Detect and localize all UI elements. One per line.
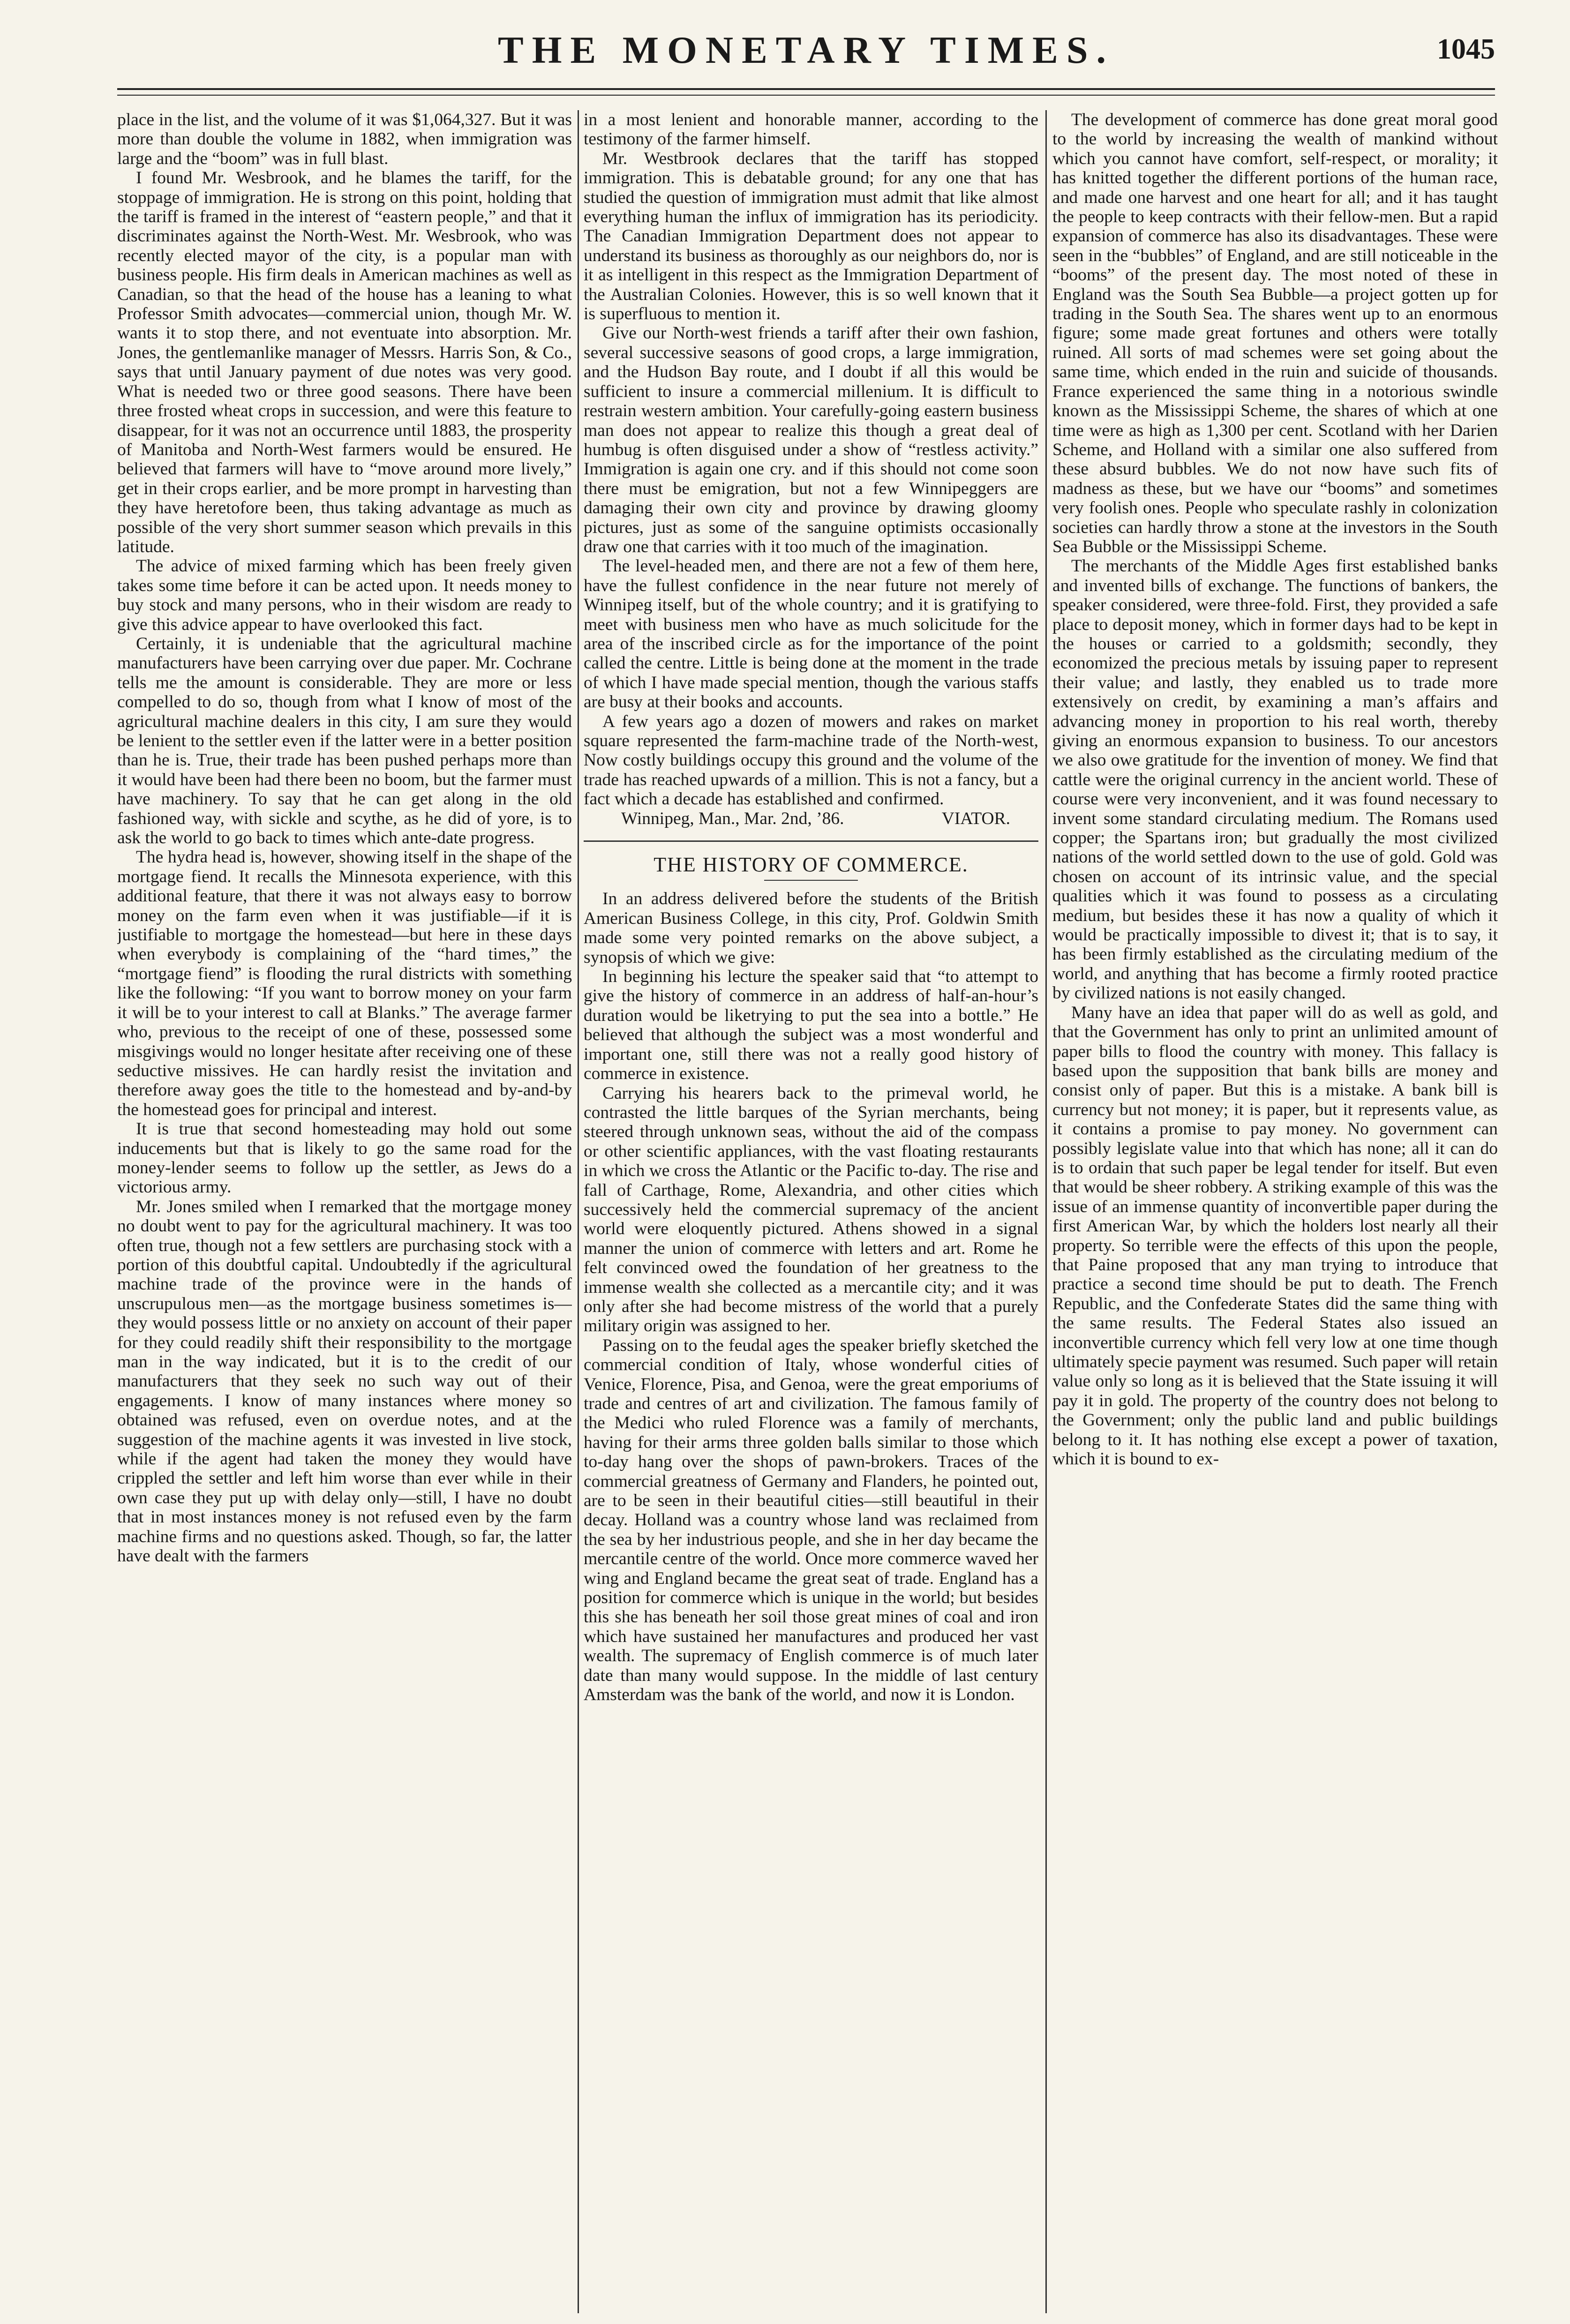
article-paragraph: Mr. Westbrook declares that the tariff has stopped immigration. This is debatable ground; for any one that has studied the question of immigration must admit that like almost everything human the influx of immigration has its periodicity. The Canadian Immigration Department does not appear to understand its business as thoroughly as our neighbors do, nor is it as intelligent in this respect as the Immigration Department of the Australian Colonies. However, this is so well known that it is superfluous to mention it. xyxy=(584,149,1038,324)
column-divider xyxy=(1045,110,1047,2313)
dateline: Winnipeg, Man., Mar. 2nd, ’86. xyxy=(621,809,844,828)
article-paragraph: A few years ago a dozen of mowers and rakes on market square represented the farm-machine trade of the North-west, Now costly buildings occupy this ground and the volume of the trade has reached upwards of a million. This is not a fancy, but a fact which a decade has established and confirmed. xyxy=(584,712,1038,809)
header-rule xyxy=(117,88,1495,90)
title-rule xyxy=(764,880,858,881)
article-paragraph: Passing on to the feudal ages the speaker briefly sketched the commercial condition of Italy, whose wonderful cities of Venice, Florence, Pisa, and Genoa, were the great emporiums of trade and centres of art and civilization. The famous family of the Medici who ruled Florence was a family of merchants, having for their arms three golden balls similar to those which to-day hang over the shops of pawn-brokers. Traces of the commercial greatness of Germany and Flanders, he pointed out, are to be seen in their beautiful cities—still beautiful in their decay. Holland was a country whose land was reclaimed from the sea by her industrious people, and she in her day became the mercantile centre of the world. Once more commerce waved her wing and England became the great seat of trade. England has a position for commerce which is unique in the world; but besides this she has beneath her soil those great mines of coal and iron which have sustained her manufactures and produced her vast wealth. The supremacy of English commerce is of much later date than many would suppose. In the middle of last century Amsterdam was the bank of the world, and now it is London. xyxy=(584,1335,1038,1705)
article-paragraph: The development of commerce has done great moral good to the world by increasing the wealth of mankind without which you cannot have comfort, self-respect, or morality; it has knitted together the different portions of the human race, and made one harvest and one heart for all; and it has taught the people to keep contracts with their fellow-men. But a rapid expansion of commerce has also its disadvantages. These were seen in the “bubbles” of England, and are still noticeable in the “booms” of the present day. The most noted of these in England was the South Sea Bubble—a project gotten up for trading in the South Sea. The shares went up to an enormous figure; some made great fortunes and others were totally ruined. All sorts of mad schemes were set going about the same time, which ended in the ruin and suicide of thousands. France experienced the same thing in a notorious swindle known as the Mississippi Scheme, the shares of which at one time were as high as 1,300 per cent. Scotland with her Darien Scheme, and Holland with a similar one also suffered from these absurd bubbles. We do not now have such fits of madness as these, but we have our “booms” and sometimes very foolish ones. People who speculate rashly in colonization societies can hardly throw a stone at the investors in the South Sea Bubble or the Mississippi Scheme. xyxy=(1052,110,1498,556)
section-rule xyxy=(584,840,1038,842)
column-divider xyxy=(578,110,579,2313)
page-number: 1045 xyxy=(1437,33,1495,65)
article-paragraph: Carrying his hearers back to the primeval world, he contrasted the little barques of the Syrian merchants, being steered through unknown seas, without the aid of the compass or other scientific appliances, with the vast floating restaurants in which we cross the Atlantic or the Pacific to-day. The rise and fall of Carthage, Rome, Alexandria, and other cities which successively held the commercial supremacy of the ancient world were eloquently pictured. Athens showed in a signal manner the union of commerce with letters and art. Rome he felt convinced owed the foundation of her greatness to the immense wealth she collected as a mercantile city; and it was only after she had become mistress of the world that a purely military origin was assigned to her. xyxy=(584,1083,1038,1336)
article-paragraph: In beginning his lecture the speaker said that “to attempt to give the history of commerce in an address of half-an-hour’s duration would be liketrying to put the sea into a bottle.” He believed that although the subject was a most wonderful and important one, still there was not a really good history of commerce in existence. xyxy=(584,967,1038,1084)
article-paragraph: Certainly, it is undeniable that the agricultural machine manufacturers have been carrying over due paper. Mr. Cochrane tells me the amount is considerable. They are more or less compelled to do so, though from what I know of most of the agricultural machine dealers in this city, I am sure they would be lenient to the settler even if the latter were in a better position than he is. True, their trade has been pushed perhaps more than it would have been had there been no boom, but the farmer must have machinery. To say that he can get along in the old fashioned way, with sickle and scythe, as he did of yore, is to ask the world to go back to times which ante-date progress. xyxy=(117,634,572,848)
article-paragraph: The merchants of the Middle Ages first established banks and invented bills of exchange. The functions of bankers, the speaker considered, were three-fold. First, they provided a safe place to deposit money, which in former days had to be kept in the houses or carried to a goldsmith; secondly, they economized the precious metals by issuing paper to represent their value; and lastly, they enabled us to trade more extensively on credit, by examining a man’s affairs and advancing money in proportion to his real worth, thereby giving an enormous expansion to business. To our ancestors we also owe gratitude for the invention of money. We find that cattle were the original currency in the ancient world. These of course were very inconvenient, and it was found necessary to invent some standard circulating medium. The Romans used copper; the Spartans iron; but gradually the most civilized nations of the world settled down to the use of gold. Gold was chosen on account of its intrinsic value, and the special qualities which it was found to possess as a circulating medium, but besides these it has now a quality of which it would be practically impossible to divest it; that is to say, it has been firmly established as the circulating medium of the world, and anything that has become a firmly rooted practice by civilized nations is not easily changed. xyxy=(1052,556,1498,1003)
article-paragraph: I found Mr. Wesbrook, and he blames the tariff, for the stoppage of immigration. He is strong on this point, holding that the tariff is framed in the interest of “eastern people,” and that it discriminates against the North-West. Mr. Wesbrook, who was recently elected mayor of the city, is a popular man with business people. His firm deals in American machines as well as Canadian, so that the head of the house has a leaning to what Professor Smith advocates—commercial union, though Mr. W. wants it to stop there, and not eventuate into absorption. Mr. Jones, the gentlemanlike manager of Messrs. Harris Son, & Co., says that until January payment of due notes was very good. What is needed two or three good seasons. There have been three frosted wheat crops in succession, and were this feature to disappear, for it was not an occurrence until 1883, the prosperity of Manitoba and North-West farmers would be ensured. He believed that farmers will have to “move around more lively,” get in their crops earlier, and be more prompt in harvesting than they have heretofore been, thus taking advantage as much as possible of the very short summer season which prevails in this latitude. xyxy=(117,168,572,556)
article-paragraph: Many have an idea that paper will do as well as gold, and that the Government has only to print an unlimited amount of paper bills to flood the country with money. This fallacy is based upon the supposition that bank bills are money and consist only of paper. But this is a mistake. A bank bill is currency but not money; it is paper, but it represents value, as it contains a promise to pay money. No government can possibly legislate value into that which has none; all it can do is to ordain that such paper be legal tender for itself. But even that would be sheer robbery. A striking example of this was the issue of an immense quantity of inconvertible paper during the first American War, by which the holders lost nearly all their property. So terrible were the effects of this upon the people, that Paine proposed that any man trying to introduce that practice a second time should be put to death. The French Republic, and the Confederate States did the same thing with the same results. The Federal States also issued an inconvertible currency which fell very low at one time though ultimately specie payment was resumed. Such paper will retain value only so long as it is believed that the State issuing it will pay it in gold. The property of the country does not belong to the Government; only the public land and public buildings belong to it. It has nothing else except a power of taxation, which it is bound to ex- xyxy=(1052,1003,1498,1469)
masthead xyxy=(117,28,1495,80)
article-paragraph: in a most lenient and honorable manner, according to the testimony of the farmer himself. xyxy=(584,110,1038,149)
article-paragraph: In an address delivered before the students of the British American Business College, in this city, Prof. Goldwin Smith made some very pointed remarks on the above subject, a synopsis of which we give: xyxy=(584,889,1038,967)
article-paragraph: The advice of mixed farming which has been freely given takes some time before it can be acted upon. It needs money to buy stock and many persons, who in their wisdom are ready to give this advice appear to have overlooked this fact. xyxy=(117,556,572,634)
article-signoff xyxy=(584,809,1038,828)
article-title: THE HISTORY OF COMMERCE. xyxy=(654,853,969,877)
column-3 xyxy=(1052,110,1498,2309)
article-paragraph: Mr. Jones smiled when I remarked that the mortgage money no doubt went to pay for the agricultural machinery. It was too often true, though not a few settlers are purchasing stock with a portion of this doubtful capital. Undoubtedly if the agricultural machine trade of the province were in the hands of unscrupulous men—as the mortgage business sometimes is—they would possess little or no anxiety on account of their paper for they could readily shift their responsibility to the mortgage man in the way indicated, but it is to the credit of our manufacturers that they seek no such way out of their engagements. I know of many instances where money so obtained was refused, even on overdue notes, and at the suggestion of the machine agents it was invested in live stock, while if the agent had taken the money they would have crippled the settler and left him worse than ever while in their own case they put up with delay only—still, I have no doubt that in most instances money is not refused even by the farm machine firms and no questions asked. Though, so far, the latter have dealt with the farmers xyxy=(117,1197,572,1566)
article-paragraph: The level-headed men, and there are not a few of them here, have the fullest confidence in the near future not merely of Winnipeg itself, but of the whole country; and it is gratifying to meet with business men who have as much solicitude for the area of the inscribed circle as for the importance of the point called the centre. Little is being done at the moment in the trade of which I have made special mention, though the various staffs are busy at their books and accounts. xyxy=(584,556,1038,712)
publication-title: THE MONETARY TIMES. xyxy=(498,29,1114,71)
column-2 xyxy=(584,110,1038,2309)
header-rule-thin xyxy=(117,95,1495,96)
signature: VIATOR. xyxy=(941,809,1010,828)
article-paragraph: The hydra head is, however, showing itself in the shape of the mortgage fiend. It recalls the Minnesota experience, with this additional feature, that there it was not always easy to borrow money on the farm even when it was justifiable—if it is justifiable to mortgage the homestead—but here in these days when everybody is complaining of the “hard times,” the “mortgage fiend” is flooding the rural districts with something like the following: “If you want to borrow money on your farm it will be to your interest to call at Blanks.” The average farmer who, previous to the receipt of one of these, possessed some misgivings would no longer hesitate after receiving one of these seductive missives. He can hardly resist the invitation and therefore away goes the title to the homestead and by-and-by the homestead goes for principal and interest. xyxy=(117,847,572,1119)
article-paragraph: Give our North-west friends a tariff after their own fashion, several successive seasons of good crops, a large immigration, and the Hudson Bay route, and I doubt if all this would be sufficient to insure a commercial millenium. It is difficult to restrain western ambition. Your carefully-going eastern business man does not appear to realize this though a great deal of humbug is often disguised under a show of “restless activity.” Immigration is again one cry. and if this should not come soon there must be emigration, but not a few Winnipeggers are damaging their own city and province by drawing gloomy pictures, just as some of the sanguine optimists occasionally draw one that carries with it too much of the imagination. xyxy=(584,323,1038,556)
column-1 xyxy=(117,110,572,2309)
article-paragraph: It is true that second homesteading may hold out some inducements but that is likely to go the same road for the money-lender seems to follow up the settler, as Jews do a victorious army. xyxy=(117,1119,572,1197)
article-paragraph: place in the list, and the volume of it was $1,064,327. But it was more than double the volume in 1882, when immigration was large and the “boom” was in full blast. xyxy=(117,110,572,168)
